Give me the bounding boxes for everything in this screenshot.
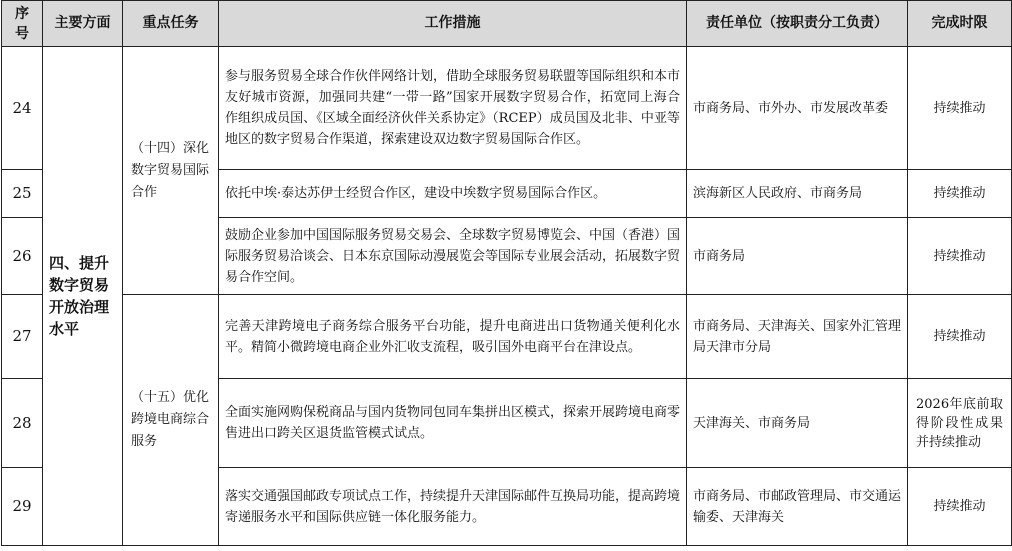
- table-row: [2, 295, 1012, 379]
- measure-cell: 依托中埃·泰达苏伊士经贸合作区，建设中埃数字贸易国际合作区。: [219, 170, 687, 218]
- unit-cell: 天津海关、市商务局: [687, 379, 908, 468]
- unit-cell: 市商务局: [687, 218, 908, 295]
- policy-table: [1, 0, 1012, 546]
- seq-cell: 27: [2, 295, 43, 379]
- deadline-cell: 持续推动: [908, 170, 1012, 218]
- unit-cell: 市商务局、市邮政管理局、市交通运输委、天津海关: [687, 468, 908, 546]
- measure-cell: 全面实施网购保税商品与国内货物同包同车集拼出区模式，探索开展跨境电商零售进出口跨关区退货监管模式试点。: [219, 379, 687, 468]
- seq-cell: 25: [2, 170, 43, 218]
- deadline-cell: 持续推动: [908, 468, 1012, 546]
- header-seq: 序 号: [2, 1, 43, 47]
- seq-cell: 24: [2, 47, 43, 170]
- measure-cell: 完善天津跨境电子商务综合服务平台功能，提升电商进出口货物通关便利化水平。精简小微跨境电商企业外汇收支流程，吸引国外电商平台在津设点。: [219, 295, 687, 379]
- deadline-cell: 持续推动: [908, 47, 1012, 170]
- seq-cell: 29: [2, 468, 43, 546]
- unit-cell: 滨海新区人民政府、市商务局: [687, 170, 908, 218]
- measure-cell: 鼓励企业参加中国国际服务贸易交易会、全球数字贸易博览会、中国（香港）国际服务贸易洽谈会、日本东京国际动漫展览会等国际专业展会活动，拓展数字贸易合作空间。: [219, 218, 687, 295]
- unit-cell: 市商务局、市外办、市发展改革委: [687, 47, 908, 170]
- header-task: 重点任务: [123, 1, 219, 47]
- deadline-cell: 2026年底前取得阶段性成果并持续推动: [908, 379, 1012, 468]
- unit-cell: 市商务局、天津海关、国家外汇管理局天津市分局: [687, 295, 908, 379]
- seq-cell: 26: [2, 218, 43, 295]
- task-cell: （十四）深化数字贸易国际合作: [123, 47, 219, 295]
- header-row: [2, 1, 1012, 47]
- direction-cell: 四、提升数字贸易开放治理水平: [43, 47, 123, 546]
- task-cell: （十五）优化跨境电商综合服务: [123, 295, 219, 546]
- table-row: [2, 47, 1012, 170]
- deadline-cell: 持续推动: [908, 218, 1012, 295]
- header-unit: 责任单位（按职责分工负责）: [687, 1, 908, 47]
- header-measures: 工作措施: [219, 1, 687, 47]
- header-direction: 主要方面: [43, 1, 123, 47]
- header-deadline: 完成时限: [908, 1, 1012, 47]
- deadline-cell: 持续推动: [908, 295, 1012, 379]
- measure-cell: 落实交通强国邮政专项试点工作，持续提升天津国际邮件互换局功能，提高跨境寄递服务水平和国际供应链一体化服务能力。: [219, 468, 687, 546]
- measure-cell: 参与服务贸易全球合作伙伴网络计划，借助全球服务贸易联盟等国际组织和本市友好城市资源，加强同共建“一带一路”国家开展数字贸易合作，拓宽同上海合作组织成员国、《区域全面经济伙伴关系协定》（RCEP）成员国及北非、中亚等地区的数字贸易合作渠道，探索建设双边数字贸易国际合作区。: [219, 47, 687, 170]
- seq-cell: 28: [2, 379, 43, 468]
